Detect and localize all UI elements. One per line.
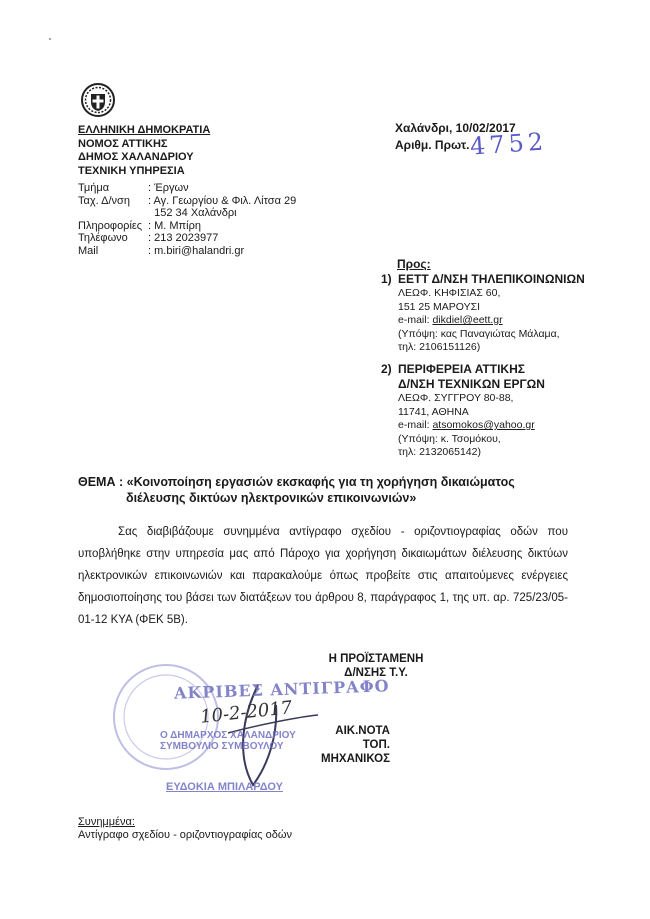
recipient-address: 11741, ΑΘΗΝΑ	[398, 405, 469, 418]
stamp-signer-name: ΕΥΔΟΚΙΑ ΜΠΙΛΑΡΔΟΥ	[166, 781, 284, 793]
info-key: Πληροφορίες	[78, 219, 143, 232]
issuer-line: ΔΗΜΟΣ ΧΑΛΑΝΔΡΙΟΥ	[78, 151, 194, 163]
stamp-line: ΣΥΜΒΟΥΛΙΟ ΣΥΜΒΟΥΛΟΥ	[160, 741, 284, 752]
stamp-line: Ο ΔΗΜΑΡΧΟΣ ΧΑΛΑΝΔΡΙΟΥ	[160, 730, 296, 741]
issuer-line: ΕΛΛΗΝΙΚΗ ΔΗΜΟΚΡΑΤΙΑ	[78, 124, 211, 136]
recipient-address: ΛΕΩΦ. ΣΥΓΓΡΟΥ 80-88,	[398, 392, 514, 404]
certified-copy-stamp: ΑΚΡΙΒΕΣ ΑΝΤΙΓΡΑΦΟ	[173, 676, 390, 703]
email-link[interactable]: dikdiel@eett.gr	[432, 314, 503, 326]
letter-body	[78, 521, 568, 631]
info-key: Τμήμα	[78, 182, 110, 194]
recipient-address: ΛΕΩΦ. ΚΗΦΙΣΙΑΣ 60,	[398, 287, 501, 299]
greek-emblem-icon	[80, 82, 116, 118]
recipient-email-line	[398, 314, 638, 328]
email-link[interactable]: atsomokos@yahoo.gr	[432, 419, 535, 431]
info-key	[78, 207, 148, 220]
info-value: : Έργων	[148, 182, 189, 194]
recipient-name: Δ/ΝΣΗ ΤΕΧΝΙΚΩΝ ΕΡΓΩΝ	[398, 377, 545, 391]
stamp-text	[160, 730, 296, 752]
recipient-email-line	[398, 419, 638, 433]
info-value: : m.biri@halandri.gr	[148, 244, 245, 257]
issuer-line: ΤΕΧΝΙΚΗ ΥΠΗΡΕΣΙΑ	[78, 164, 185, 177]
info-value: : 213 2023977	[148, 232, 219, 244]
info-value: : Αγ. Γεωργίου & Φιλ. Λίτσα 29	[148, 194, 297, 207]
subject-line: «Κοινοποίηση εργασιών εκσκαφής για τη χορήγηση δικαιώματος	[126, 475, 515, 489]
subject	[78, 474, 578, 506]
subject-label: ΘΕΜΑ :	[78, 475, 124, 489]
info-row	[78, 245, 296, 258]
recipient-number: 2)	[381, 362, 392, 376]
contact-info	[78, 182, 296, 257]
info-value: : Μ. Μπίρη	[148, 219, 201, 232]
protocol-label: Αριθμ. Πρωτ.	[395, 138, 470, 152]
enclosures-label: Συνημμένα:	[78, 816, 135, 828]
scan-speck	[49, 38, 51, 40]
info-row	[78, 182, 296, 195]
recipient-name: ΕΕΤΤ Δ/ΝΣΗ ΤΗΛΕΠΙΚΟΙΝΩΝΙΩΝ	[398, 272, 585, 286]
recipient-attn: (Υπόψη: κας Παναγιώτας Μάλαμα,	[398, 327, 560, 340]
signatory-name	[300, 724, 390, 766]
recipient-name: ΠΕΡΙΦΕΡΕΙΑ ΑΤΤΙΚΗΣ	[398, 362, 525, 376]
info-value: 152 34 Χαλάνδρι	[148, 207, 237, 219]
enclosure-item: Αντίγραφο σχεδίου - οριζοντιογραφίας οδών	[78, 829, 292, 841]
signatory-title-line: Η ΠΡΟΪΣΤΑΜΕΝΗ	[328, 653, 424, 665]
signatory-title-line: Δ/ΝΣΗΣ Τ.Υ.	[344, 667, 408, 679]
recipient-attn: τηλ: 2106151126)	[398, 341, 481, 353]
subject-line: διέλευσης δικτύων ηλεκτρονικών επικοινωνιών»	[126, 491, 417, 505]
protocol-number-handwritten: 4752	[469, 127, 548, 161]
info-row	[78, 232, 296, 245]
signatory-name-line: ΑΙΚ.ΝΟΤΑ	[335, 725, 390, 737]
issuer-line: ΝΟΜΟΣ ΑΤΤΙΚΗΣ	[78, 137, 168, 150]
recipient-number: 1)	[381, 272, 392, 286]
email-label: e-mail:	[398, 419, 433, 431]
handwritten-date: 10-2-2017	[199, 697, 294, 728]
place-date: Χαλάνδρι, 10/02/2017	[395, 121, 516, 135]
info-key: Mail	[78, 244, 99, 257]
body-paragraph: Σας διαβιβάζουμε συνημμένα αντίγραφο σχεδίου - οριζοντιογραφίας οδών που υποβλήθηκε στην υπηρεσία μας από Πάροχο για χορήγηση δικαιωμάτων διέλευσης δικτύων ηλεκτρονικών επικοινωνιών και παρακαλούμε όπως προβείτε στις απαιτούμενες ενέργειες δημοσιοποίησης του βάσει των διατάξεων του άρθρου 8, παράγραφος 1, της υπ. αρ. 725/23/05-01-12 ΚΥΑ (ΦΕΚ 5Β).	[78, 526, 568, 626]
email-label: e-mail:	[398, 314, 433, 326]
to-label: Προς:	[397, 257, 431, 271]
info-row	[78, 207, 296, 220]
recipient-attn: (Υπόψη: κ. Τσομόκου,	[398, 432, 501, 445]
issuer-header	[78, 124, 210, 178]
recipient-attn: τηλ: 2132065142)	[398, 446, 481, 458]
info-key: Ταχ. Δ/νση	[78, 194, 130, 207]
recipient-address: 151 25 ΜΑΡΟΥΣΙ	[398, 300, 481, 313]
signatory-name-line: ΤΟΠ. ΜΗΧΑΝΙΚΟΣ	[321, 739, 390, 765]
info-row	[78, 220, 296, 233]
info-key: Τηλέφωνο	[78, 232, 128, 244]
info-row	[78, 195, 296, 208]
